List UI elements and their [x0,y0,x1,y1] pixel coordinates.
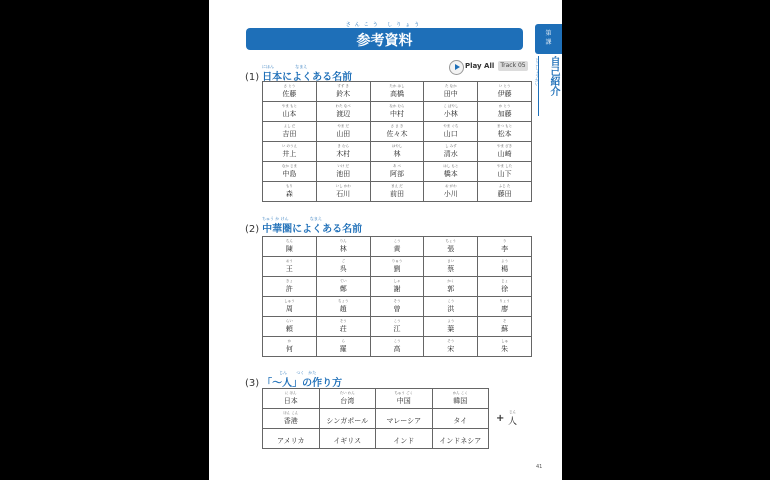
cell-text: 周 [285,305,293,313]
cell-ruby: し みず [444,144,457,148]
cell-text: 山崎 [497,150,512,158]
table-row [263,142,532,162]
cell-ruby: はし もと [443,164,459,168]
track-badge: Track 05 [498,61,528,71]
cell-text: 趙 [339,305,347,313]
cell-text: 楊 [501,265,509,273]
cell-ruby: ふじ た [498,184,511,188]
name-cell [478,337,532,357]
cell-ruby: てい [339,279,347,283]
cell-ruby: かん こく [452,391,468,395]
cell-ruby: さ とう [283,84,296,88]
textbook-page [209,0,562,480]
cell-text: 宋 [447,345,455,353]
section-2-title [245,220,362,235]
cell-ruby: ちゅう ごく [394,391,414,395]
cell-ruby: あ べ [392,164,402,168]
cell-ruby: こう [447,299,455,303]
table-row [263,317,532,337]
cell-ruby: ほん こん [283,411,299,415]
cell-text: 清水 [443,150,458,158]
cell-ruby: たか はし [389,84,405,88]
cell-ruby: やま ぐち [443,124,459,128]
name-cell [263,237,317,257]
cell-text: 何 [285,345,293,353]
japanese-names-table [262,81,532,202]
section-2-ruby: ちゅう か けん なまえ [262,216,322,221]
section-1-number: (1) [245,72,260,83]
cell-text: 加藤 [497,110,512,118]
cell-ruby: た なか [444,84,457,88]
cell-ruby: そう [393,299,401,303]
name-cell [478,277,532,297]
cell-text: 羅 [339,345,347,353]
cell-ruby: よし だ [283,124,296,128]
cell-text: タイ [453,417,468,425]
cell-ruby: やま だ [337,124,349,128]
cell-text: 韓国 [453,397,468,405]
cell-text: 松本 [497,130,512,138]
cell-text: 阿部 [389,170,404,178]
cell-text: 佐々木 [386,130,408,138]
cell-text: 李 [501,245,509,253]
cell-text: 山口 [443,130,458,138]
section-1-ruby: にほん なまえ [262,64,308,69]
cell-ruby: わた なべ [335,104,351,108]
name-cell [316,102,370,122]
cell-ruby: こう [393,339,401,343]
name-cell [316,122,370,142]
name-cell [370,122,424,142]
name-cell [263,277,317,297]
name-cell [370,182,424,202]
name-cell [316,237,370,257]
plus-sign: + [496,413,505,424]
cell-text: 日本 [283,397,298,405]
cell-ruby: こう [393,319,401,323]
name-cell [424,277,478,297]
cell-ruby: かく [447,279,455,283]
cell-text: 徐 [501,285,509,293]
title-ruby: さんこう しりょう [345,22,424,28]
name-cell [478,257,532,277]
play-all-label[interactable]: Play All [465,62,495,70]
country-names-table [262,388,489,449]
name-cell [319,389,376,409]
name-cell [316,142,370,162]
table-row [263,297,532,317]
cell-text: 高橋 [389,90,404,98]
name-cell [370,337,424,357]
name-cell [316,277,370,297]
section-3-number: (3) [245,378,260,389]
name-cell [263,162,317,182]
chapter-tab-top: 第 [545,30,552,37]
name-cell [263,182,317,202]
cell-text: 中村 [389,110,404,118]
cell-ruby: お がわ [444,184,457,188]
name-cell [370,237,424,257]
name-cell [316,162,370,182]
cell-text: 鈴木 [336,90,351,98]
jin-suffix [508,410,517,427]
name-cell [424,142,478,162]
name-cell [370,297,424,317]
name-cell [263,82,317,102]
cell-text: 陳 [285,245,293,253]
name-cell [370,162,424,182]
name-cell [316,337,370,357]
name-cell [478,102,532,122]
table-row [263,429,489,449]
name-cell [432,409,489,429]
cell-text: 黄 [393,245,401,253]
chapter-name-ruby: じこしょうかい [535,58,540,86]
cell-ruby: りん [339,239,347,243]
cell-ruby: そう [447,339,455,343]
play-icon[interactable] [449,60,464,75]
cell-ruby: しゅう [284,299,295,303]
cell-ruby: まつ もと [497,124,513,128]
jin-char: 人 [508,417,518,427]
name-cell [263,142,317,162]
name-cell [370,317,424,337]
table-row [263,277,532,297]
page-title: 参考資料 [356,33,413,49]
cell-ruby: い のうえ [281,144,297,148]
cell-text: 中国 [396,397,411,405]
cell-text: 中島 [282,170,297,178]
section-2-heading: 中華圏によくある名前 [262,224,363,235]
section-2-number: (2) [245,224,260,235]
cell-ruby: そう [339,319,347,323]
table-row [263,122,532,142]
name-cell [424,182,478,202]
cell-ruby: いけ だ [337,164,349,168]
name-cell [478,82,532,102]
cell-text: 山田 [336,130,351,138]
cell-ruby: さ さ き [390,124,404,128]
cell-ruby: やま もと [281,104,297,108]
chapter-name: 自己紹介 [548,56,559,96]
cell-text: 朱 [501,345,509,353]
cell-text: 許 [285,285,293,293]
table-row [263,162,532,182]
cell-text: 林 [339,245,347,253]
cell-text: 高 [393,345,401,353]
name-cell [376,389,433,409]
cell-text: 江 [393,325,401,333]
cell-ruby: ら [341,339,345,343]
table-row [263,102,532,122]
name-cell [263,429,320,449]
cell-text: 謝 [393,285,401,293]
cell-ruby: そ [502,319,507,323]
cell-ruby: ご [341,259,345,263]
name-cell [370,277,424,297]
cell-text: 前田 [389,190,404,198]
name-cell [432,389,489,409]
cell-text: 井上 [282,150,297,158]
name-cell [263,409,320,429]
title-banner [246,22,523,50]
cell-text: インドネシア [439,437,482,445]
section-3-title [245,374,342,389]
cell-ruby: まえ だ [391,184,403,188]
name-cell [432,429,489,449]
name-cell [424,122,478,142]
section-3-ruby: じん つく かた [279,370,317,375]
name-cell [376,409,433,429]
cell-text: 石川 [336,190,351,198]
cell-text: インド [393,437,415,445]
cell-text: 劉 [393,265,401,273]
chapter-tab [535,24,562,54]
cell-text: 頼 [285,325,293,333]
cell-text: 張 [447,245,455,253]
name-cell [424,317,478,337]
name-cell [319,429,376,449]
name-cell [478,237,532,257]
cell-ruby: ちん [285,239,293,243]
name-cell [424,102,478,122]
name-cell [316,297,370,317]
cell-text: 伊藤 [497,90,512,98]
cell-ruby: やま した [497,164,513,168]
cell-text: 郭 [447,285,455,293]
cell-text: 佐藤 [282,90,297,98]
cell-ruby: さい [447,259,455,263]
cell-ruby: か とう [498,104,511,108]
cell-ruby: に ほん [284,391,297,395]
cell-text: 洪 [447,305,455,313]
cell-ruby: じょ [501,279,509,283]
name-cell [370,142,424,162]
cell-ruby: こ ばやし [443,104,459,108]
name-cell [424,337,478,357]
cell-ruby: たい わん [339,391,355,395]
cell-ruby: り [502,239,507,243]
name-cell [319,409,376,429]
cell-ruby: ちょう [445,239,457,243]
cell-text: シンガポール [326,417,369,425]
cell-text: アメリカ [276,437,305,445]
name-cell [424,162,478,182]
name-cell [263,317,317,337]
cell-ruby: なか じま [281,164,297,168]
name-cell [370,102,424,122]
cell-text: 渡辺 [336,110,351,118]
name-cell [478,317,532,337]
cell-text: 小川 [443,190,458,198]
cell-text: 曾 [393,305,401,313]
cell-ruby: やま ざき [497,144,513,148]
name-cell [376,429,433,449]
name-cell [263,122,317,142]
cell-ruby: きょ [285,279,293,283]
table-row [263,82,532,102]
name-cell [370,257,424,277]
cell-ruby: こう [393,239,401,243]
jin-ruby: じん [509,410,516,414]
cell-text: 藤田 [497,190,512,198]
cell-ruby: い とう [498,84,511,88]
cell-text: 荘 [339,325,347,333]
cell-ruby: しゅ [501,339,509,343]
cell-text: 香港 [283,417,298,425]
cell-ruby: か [287,339,292,343]
name-cell [424,297,478,317]
cell-text: 呉 [339,265,347,273]
cell-ruby: ちょう [337,299,349,303]
cell-text: 橋本 [443,170,458,178]
chinese-names-table [262,236,532,357]
cell-text: 森 [285,190,293,198]
cell-text: 葉 [447,325,455,333]
name-cell [316,82,370,102]
cell-text: 山本 [282,110,297,118]
name-cell [478,297,532,317]
cell-text: 池田 [336,170,351,178]
name-cell [263,389,320,409]
name-cell [478,162,532,182]
section-1-heading: 日本によくある名前 [262,72,353,83]
table-row [263,389,489,409]
cell-text: 蔡 [447,265,455,273]
name-cell [478,182,532,202]
name-cell [263,337,317,357]
cell-ruby: りゅう [391,259,403,263]
name-cell [424,257,478,277]
cell-ruby: もり [285,184,293,188]
cell-ruby: おう [285,259,293,263]
cell-ruby: らい [285,319,293,323]
cell-ruby: すず き [337,84,350,88]
cell-ruby: いし かわ [335,184,351,188]
name-cell [424,237,478,257]
cell-text: 蘇 [501,325,509,333]
cell-ruby: りょう [499,299,510,303]
cell-text: 鄭 [339,285,347,293]
cell-text: 林 [393,150,401,158]
name-cell [370,82,424,102]
cell-text: 木村 [336,150,351,158]
table-row [263,237,532,257]
chapter-tab-bottom: 課 [545,39,552,46]
cell-text: マレーシア [386,417,422,425]
name-cell [424,82,478,102]
cell-text: 田中 [443,90,458,98]
cell-text: イギリス [333,437,362,445]
table-row [263,257,532,277]
name-cell [263,102,317,122]
table-row [263,182,532,202]
cell-ruby: よう [501,259,509,263]
cell-ruby: しゃ [393,279,401,283]
page-number: 41 [536,464,543,470]
cell-ruby: よう [447,319,455,323]
section-3-heading: 「～人」の作り方 [262,378,343,389]
name-cell [316,317,370,337]
name-cell [316,182,370,202]
cell-text: 台湾 [340,397,355,405]
table-row [263,337,532,357]
name-cell [316,257,370,277]
cell-text: 山下 [497,170,512,178]
cell-text: 吉田 [282,130,297,138]
cell-text: 王 [285,265,293,273]
cell-ruby: なか むら [389,104,405,108]
name-cell [263,257,317,277]
cell-text: 小林 [443,110,458,118]
cell-text: 廖 [501,305,509,313]
name-cell [478,142,532,162]
cell-ruby: はやし [391,144,403,148]
table-row [263,409,489,429]
name-cell [478,122,532,142]
name-cell [263,297,317,317]
cell-ruby: き むら [337,144,349,148]
